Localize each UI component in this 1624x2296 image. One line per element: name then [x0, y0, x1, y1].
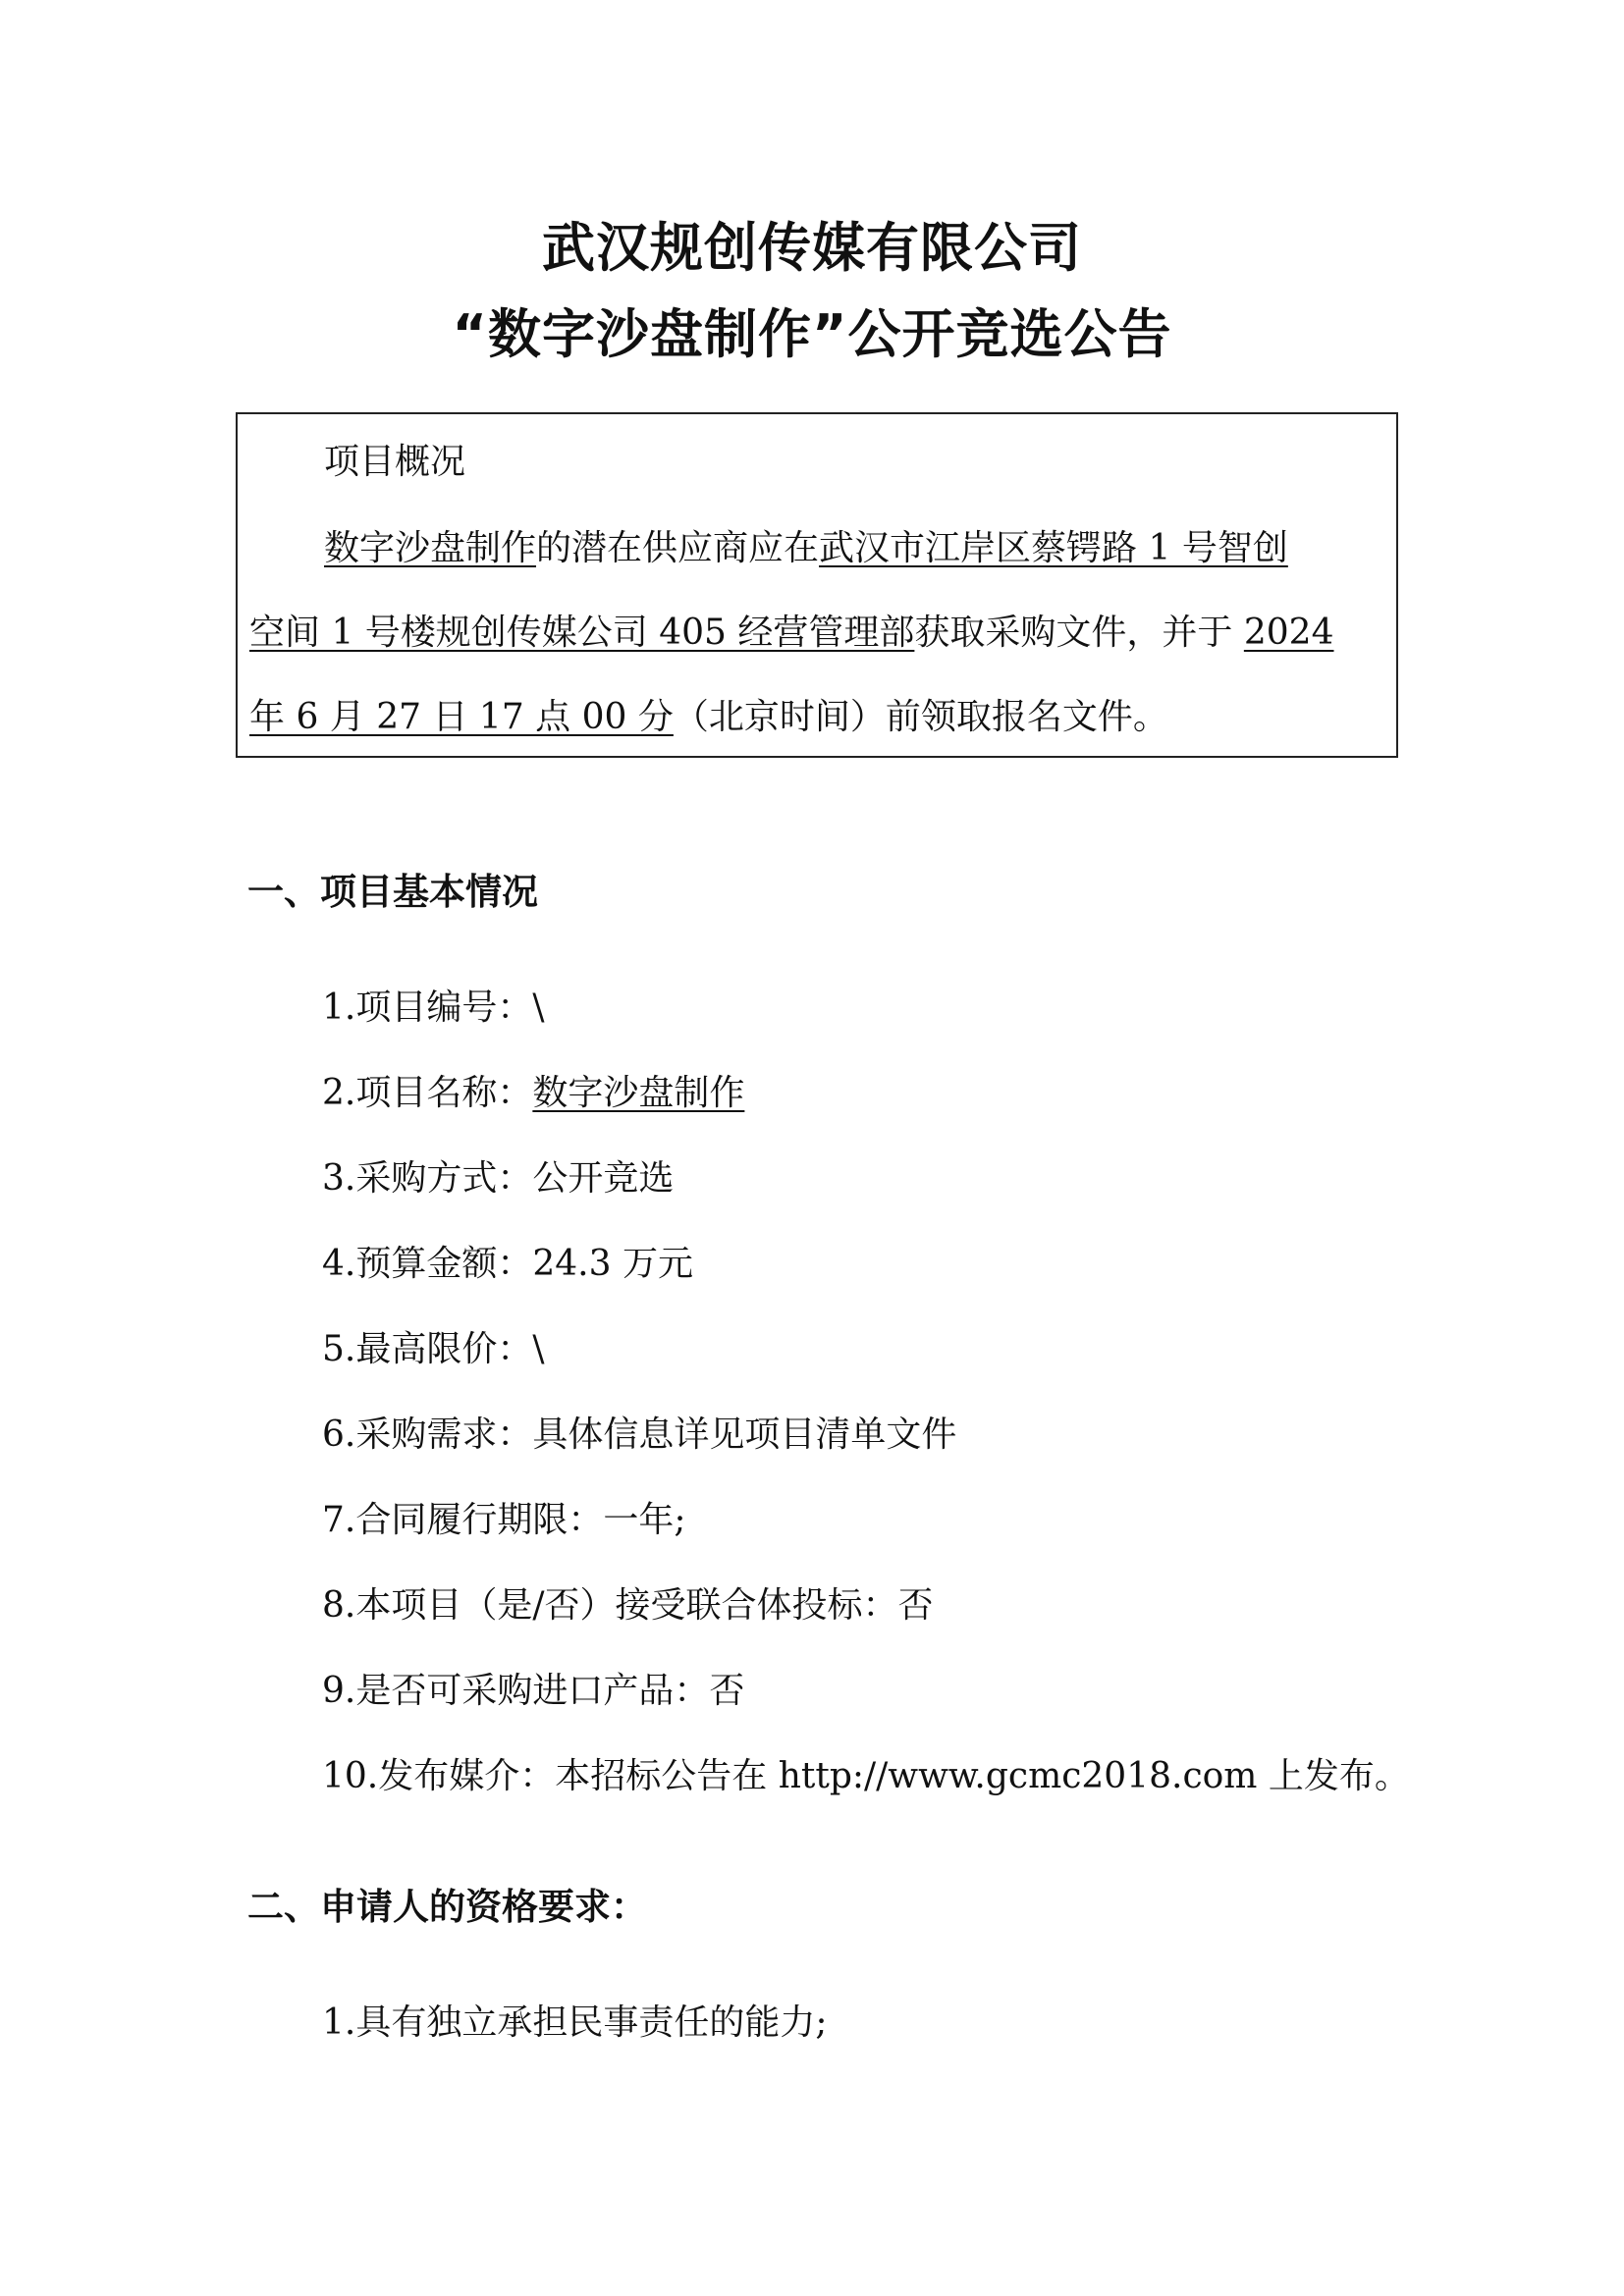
list-item-project-number	[322, 980, 545, 1030]
item-value: 否	[709, 1671, 745, 1711]
announcement-title: “数字沙盘制作”公开竞选公告	[452, 303, 1172, 365]
list-item-qualification-1	[322, 1995, 827, 2045]
item-label: 2.项目名称：	[322, 1073, 533, 1113]
item-label: 6.采购需求：	[322, 1415, 533, 1455]
item-label: 7.合同履行期限：	[322, 1500, 604, 1540]
list-item-contract-term	[322, 1492, 686, 1542]
overview-address: 武汉市江岸区蔡锷路 1 号智创	[819, 528, 1288, 568]
item-label: 8.本项目（是/否）接受联合体投标：	[322, 1585, 898, 1626]
list-item-project-name	[322, 1065, 744, 1115]
item-label: 9.是否可采购进口产品：	[322, 1671, 710, 1711]
list-item-requirements	[322, 1407, 956, 1457]
item-value: 数字沙盘制作	[532, 1073, 745, 1113]
item-value: 24.3 万元	[532, 1244, 693, 1284]
list-item-imported-products	[322, 1663, 744, 1713]
item-value: \	[532, 1329, 545, 1369]
overview-line-1	[324, 520, 1288, 570]
item-text: 1.具有独立承担民事责任的能力;	[322, 2002, 828, 2043]
item-value: 一年;	[603, 1500, 686, 1540]
item-label: 3.采购方式：	[322, 1158, 533, 1199]
list-item-max-price	[322, 1321, 545, 1371]
list-item-consortium	[322, 1577, 934, 1628]
list-item-procurement-method	[322, 1150, 674, 1201]
overview-deadline-year: 2024	[1243, 613, 1334, 653]
section-heading-qualifications: 二、申请人的资格要求：	[247, 1886, 647, 1928]
overview-line-3	[249, 689, 1168, 739]
item-value: 具体信息详见项目清单文件	[532, 1415, 957, 1455]
overview-heading: 项目概况	[324, 442, 466, 482]
item-label: 1.项目编号：	[322, 988, 533, 1028]
company-title: 武汉规创传媒有限公司	[542, 217, 1082, 279]
overview-deadline: 年 6 月 27 日 17 点 00 分	[249, 697, 674, 737]
item-label: 4.预算金额：	[322, 1244, 533, 1284]
overview-text: 的潜在供应商应在	[536, 528, 820, 568]
item-label: 10.发布媒介：	[322, 1756, 556, 1796]
overview-line-2	[249, 605, 1333, 655]
list-item-publishing-media	[322, 1748, 1410, 1798]
item-value: 否	[897, 1585, 934, 1626]
item-value: \	[532, 988, 545, 1028]
item-value: 公开竞选	[532, 1158, 675, 1199]
overview-project-name: 数字沙盘制作	[324, 528, 537, 568]
overview-text: （北京时间）前领取报名文件。	[673, 697, 1168, 737]
overview-text: 获取采购文件，并于	[914, 613, 1244, 653]
item-value: 本招标公告在 http://www.gcmc2018.com 上发布。	[555, 1756, 1410, 1796]
project-overview-box	[236, 412, 1398, 758]
item-label: 5.最高限价：	[322, 1329, 533, 1369]
overview-address-cont: 空间 1 号楼规创传媒公司 405 经营管理部	[249, 613, 915, 653]
list-item-budget	[322, 1236, 693, 1286]
section-heading-basic-info: 一、项目基本情况	[247, 871, 538, 913]
